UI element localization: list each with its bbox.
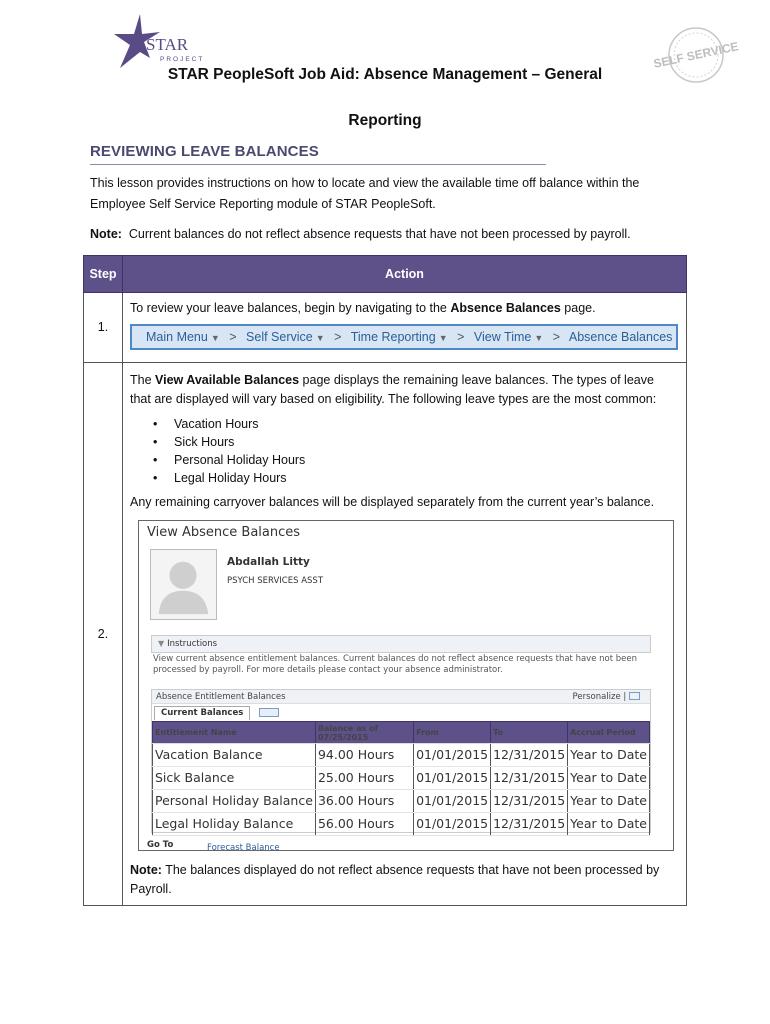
chevron-down-icon: ▼ [534, 333, 544, 343]
step2-text-before: The [130, 373, 156, 387]
table-cell: 94.00 Hours [315, 744, 413, 767]
entitlement-balances-grid [151, 689, 651, 833]
step2-text-bold: View Available Balances [155, 373, 300, 387]
step1-text-before: To review your leave balances, begin by navigating to the [130, 301, 451, 315]
steps-table [83, 255, 687, 906]
step2-note [130, 861, 678, 899]
table-cell: 36.00 Hours [315, 790, 413, 813]
table-cell: Vacation Balance [153, 744, 316, 767]
logo-subtext: PROJECT [160, 56, 205, 63]
column-header: Accrual Period [568, 722, 650, 744]
tab-current-balances[interactable]: Current Balances [154, 706, 250, 720]
instructions-toggle[interactable] [151, 635, 651, 653]
logo-text: STAR [146, 35, 189, 54]
column-header: To [491, 722, 568, 744]
step-column-header: Step [84, 256, 123, 293]
step-row-2 [84, 363, 687, 906]
table-cell: 12/31/2015 [491, 790, 568, 813]
chevron-down-icon: ▼ [210, 333, 220, 343]
stamp-text: SELF SERVICE [652, 39, 740, 71]
step2-text-after: page displays the remaining leave balances. The types of leave that are displayed will vary based on eligibility. The following leave types are the most common: [130, 373, 657, 406]
step1-text-after: page. [560, 301, 596, 315]
ps-page-title: View Absence Balances [147, 525, 301, 540]
table-header-row [153, 722, 650, 744]
table-row [153, 813, 650, 836]
title-line-1: STAR PeopleSoft Job Aid: Absence Management – General [167, 66, 603, 83]
instructions-label: Instructions [167, 639, 218, 649]
table-cell: Sick Balance [153, 767, 316, 790]
note-label: Note: [90, 227, 122, 241]
table-cell: Year to Date [568, 744, 650, 767]
note-text: The balances displayed do not reflect absence requests that have not been processed by Payroll. [130, 863, 660, 896]
chevron-right-icon: > [334, 330, 342, 344]
table-cell: 01/01/2015 [414, 767, 491, 790]
chevron-right-icon: > [552, 330, 561, 344]
table-cell: Year to Date [568, 790, 650, 813]
section-divider [90, 164, 546, 165]
step-number: 1. [84, 293, 123, 363]
instructions-text: View current absence entitlement balances. Current balances do not reflect absence requests that have not been processed by payroll. For more details please contact your absence administrator. [153, 654, 638, 675]
breadcrumb-time-reporting[interactable]: Time Reporting [350, 330, 436, 344]
table-row [153, 790, 650, 813]
breadcrumb-view-time[interactable]: View Time [473, 330, 532, 344]
table-cell: Year to Date [568, 767, 650, 790]
table-row [153, 767, 650, 790]
chevron-right-icon: > [457, 330, 465, 344]
chevron-down-icon: ▼ [315, 333, 325, 343]
employee-job-title: PSYCH SERVICES ASST [227, 576, 324, 586]
show-all-columns-icon[interactable] [259, 708, 279, 717]
table-cell: 25.00 Hours [315, 767, 413, 790]
steps-table-header [84, 256, 687, 293]
grid-view-icon [629, 692, 640, 700]
intro-note [90, 225, 680, 243]
table-cell: 01/01/2015 [414, 790, 491, 813]
intro-paragraph: This lesson provides instructions on how to locate and view the available time off balance within the Employee Self Service Reporting module of STAR PeopleSoft. [90, 176, 640, 211]
note-text: Current balances do not reflect absence requests that have not been processed by payroll. [128, 227, 631, 241]
grid-title: Absence Entitlement Balances [156, 692, 286, 702]
avatar-icon [150, 549, 217, 620]
navigation-breadcrumb [130, 324, 678, 350]
personalize-link[interactable] [573, 690, 640, 704]
list-item: • Legal Holiday Hours [130, 469, 678, 487]
list-item: • Personal Holiday Hours [130, 451, 678, 469]
column-header: Entitlement Name [153, 722, 316, 744]
table-cell: Legal Holiday Balance [153, 813, 316, 836]
table-cell: Year to Date [568, 813, 650, 836]
step1-text-bold: Absence Balances [450, 301, 561, 315]
table-cell: 01/01/2015 [414, 813, 491, 836]
breadcrumb-self-service[interactable]: Self Service [246, 330, 313, 344]
leave-type-list [130, 415, 678, 487]
table-cell: 56.00 Hours [315, 813, 413, 836]
carryover-text: Any remaining carryover balances will be displayed separately from the current year’s balance. [130, 495, 655, 509]
section-title: REVIEWING LEAVE BALANCES [90, 143, 319, 160]
forecast-balance-link[interactable]: Forecast Balance [207, 843, 280, 851]
table-cell: 12/31/2015 [491, 813, 568, 836]
chevron-down-icon: ▼ [438, 333, 448, 343]
goto-label: Go To [147, 840, 174, 850]
step1-text [130, 299, 678, 318]
breadcrumb-main-menu[interactable]: Main Menu [146, 330, 208, 344]
grid-header [152, 690, 650, 704]
absence-balances-screenshot [138, 520, 674, 851]
step-action [123, 293, 687, 363]
note-label: Note: [130, 863, 162, 877]
table-row [153, 744, 650, 767]
personalize-label: Personalize | [572, 692, 627, 702]
column-header: From [414, 722, 491, 744]
step-number: 2. [84, 363, 123, 906]
balances-table [152, 721, 650, 836]
list-item: • Sick Hours [130, 433, 678, 451]
table-cell: 12/31/2015 [491, 744, 568, 767]
table-cell: 12/31/2015 [491, 767, 568, 790]
table-cell: 01/01/2015 [414, 744, 491, 767]
step-action [123, 363, 687, 906]
title-line-2: Reporting [348, 112, 422, 129]
table-cell: Personal Holiday Balance [153, 790, 316, 813]
list-item: • Vacation Hours [130, 415, 678, 433]
employee-name: Abdallah Litty [227, 556, 310, 568]
step2-text [130, 371, 678, 409]
document-title [90, 52, 680, 144]
step-row-1 [84, 293, 687, 363]
action-column-header: Action [123, 256, 687, 293]
chevron-right-icon: > [229, 330, 237, 344]
column-header: Balance as of 07/25/2015 [315, 722, 413, 744]
breadcrumb-absence-balances[interactable]: Absence Balances [568, 330, 673, 344]
triangle-down-icon: ▼ [158, 639, 165, 648]
